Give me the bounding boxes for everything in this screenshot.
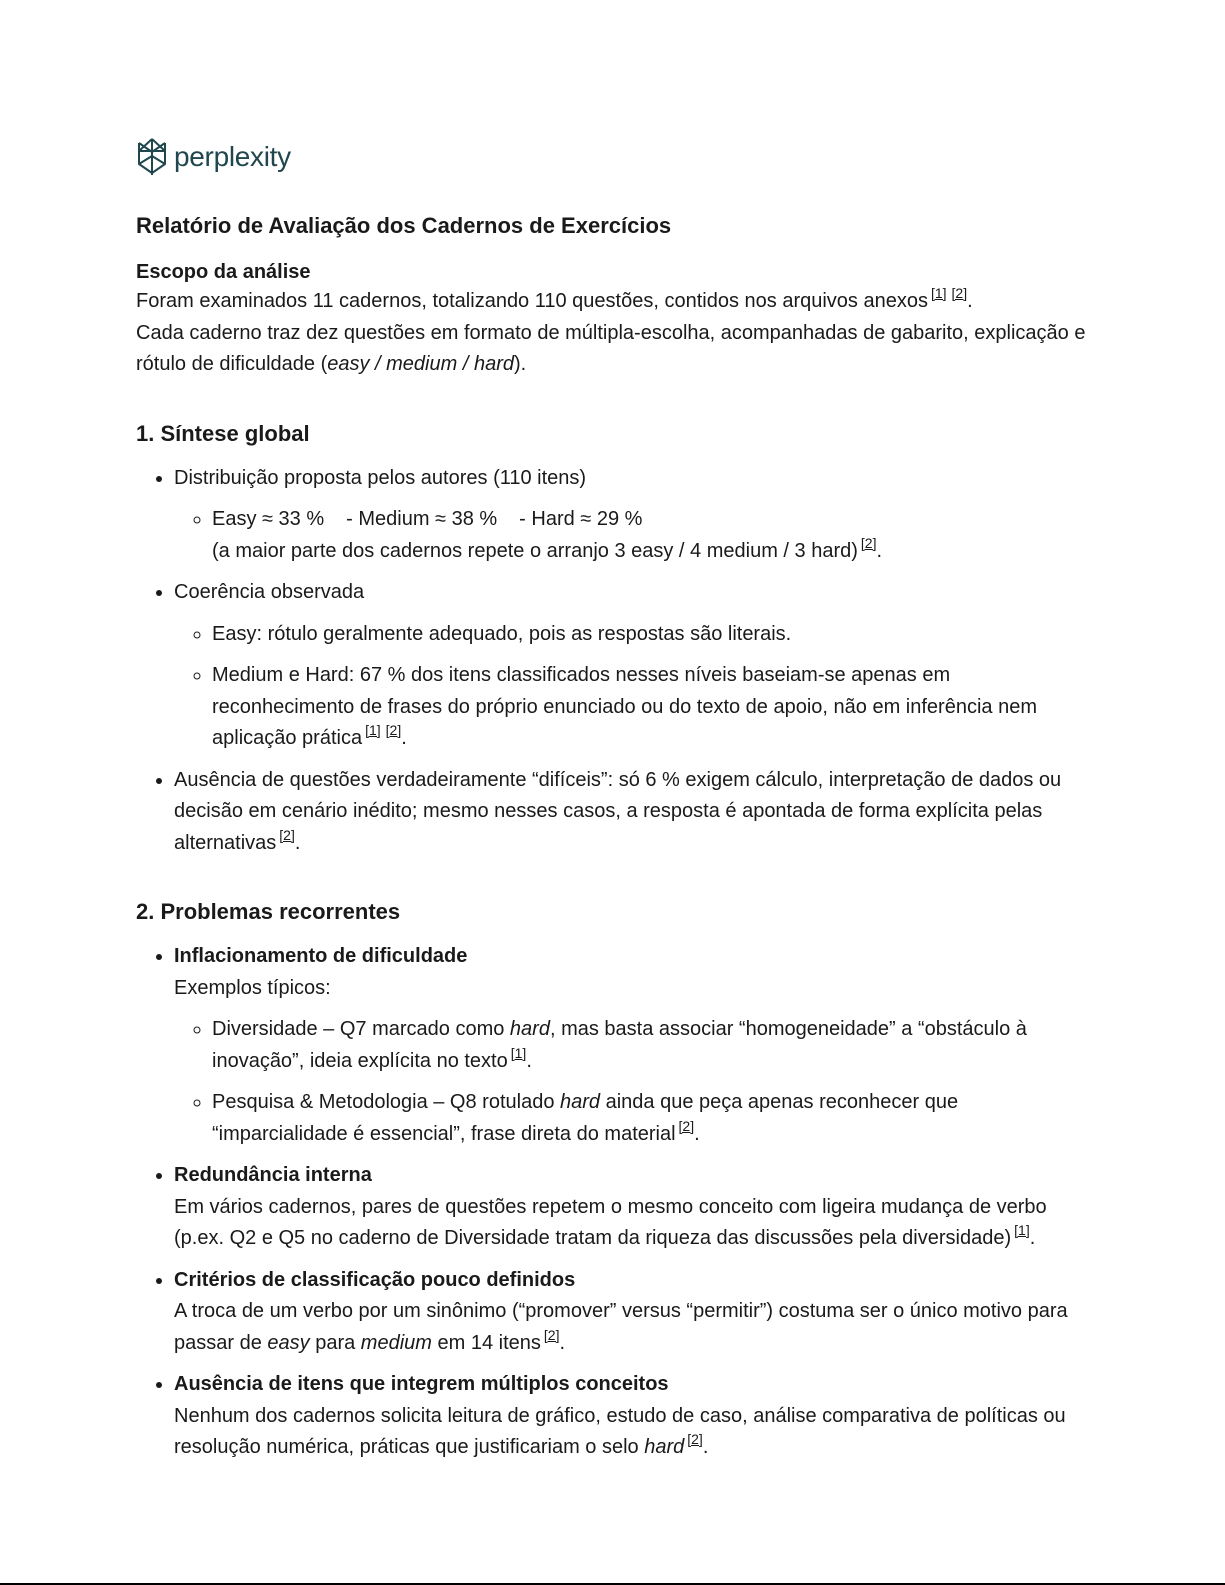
problem-text: Nenhum dos cadernos solicita leitura de gráfico, estudo de caso, análise comparativa de políticas ou resolução numérica, práticas que justificariam o selo	[174, 1404, 1066, 1458]
problem-text: para	[309, 1331, 361, 1354]
scope-text: Cada caderno traz dez questões em formato de múltipla-escolha, acompanhadas de gabarito, explicação e rótulo de dificuldade (	[136, 321, 1086, 375]
list-item	[174, 1160, 1096, 1255]
list-item	[174, 941, 1096, 1150]
perplexity-logo-icon	[136, 137, 168, 177]
citation-link[interactable]: [1]	[365, 722, 381, 738]
example-text: Diversidade – Q7 marcado como	[212, 1018, 510, 1040]
section-heading-synthesis: 1. Síntese global	[136, 420, 310, 446]
section-heading-problems: 2. Problemas recorrentes	[136, 899, 401, 924]
scope-text: Foram examinados 11 cadernos, totalizando 110 questões, contidos nos arquivos anexos	[136, 290, 928, 312]
difficulty-tag: easy	[267, 1331, 310, 1354]
scope-paragraph	[136, 286, 1096, 381]
list-item	[212, 660, 1096, 755]
problem-text: Em vários cadernos, pares de questões repetem o mesmo conceito com ligeira mudança de verbo (p.ex. Q2 e Q5 no caderno de Diversidade tratam da riqueza das discussões pela diversidade)	[174, 1195, 1047, 1249]
coherence-sublist	[174, 619, 1096, 755]
punctuation: .	[294, 831, 301, 854]
medium-share: - Medium ≈ 38 %	[346, 508, 498, 530]
problem-title: Redundância interna	[174, 1164, 372, 1186]
list-item	[212, 1087, 1096, 1150]
punctuation: .	[559, 1331, 566, 1354]
citation-link[interactable]: [1]	[930, 285, 947, 301]
problem-title: Critérios de classificação pouco definidos	[174, 1268, 576, 1291]
punctuation: .	[526, 1049, 532, 1072]
distribution-note: (a maior parte dos cadernos repete o arranjo 3 easy / 4 medium / 3 hard)	[212, 539, 858, 562]
punctuation: .	[694, 1122, 700, 1145]
list-item: ◦ Easy: rótulo geralmente adequado, pois as respostas são literais.	[212, 619, 1096, 651]
report-title: Relatório de Avaliação dos Cadernos de Exercícios	[136, 213, 672, 238]
difficulty-levels: easy / medium / hard	[327, 353, 514, 375]
absence-text: Ausência de questões verdadeiramente “difíceis”: só 6 % exigem cálculo, interpretação de dados ou decisão em cenário inédito; mesmo nesses casos, a resposta é apontada de forma explícita pelas alternativas	[174, 768, 1062, 854]
difficulty-tag: hard	[644, 1436, 685, 1458]
scope-heading: Escopo da análise	[136, 261, 311, 283]
list-item	[174, 463, 1096, 568]
example-text: ainda que peça apenas reconhecer que “imparcialidade é essencial”, frase direta do material	[212, 1091, 959, 1145]
punctuation: .	[876, 539, 883, 562]
citation-link[interactable]: [2]	[860, 534, 877, 551]
problem-title: Ausência de itens que integrem múltiplos conceitos	[174, 1373, 669, 1395]
brand-name: perplexity	[174, 141, 291, 172]
difficulty-tag: hard	[509, 1018, 550, 1040]
citation-link[interactable]: [2]	[678, 1117, 695, 1134]
distribution-sublist	[174, 504, 1096, 567]
problem-text: em 14 itens	[431, 1331, 541, 1354]
brand-logo	[136, 136, 1096, 178]
punctuation: ).	[513, 353, 527, 375]
citation-link[interactable]: [1]	[510, 1044, 527, 1061]
example-text: Pesquisa & Metodologia – Q8 rotulado	[212, 1091, 560, 1113]
difficulty-tag: hard	[560, 1091, 601, 1113]
examples-sublist	[174, 1014, 1096, 1150]
examples-intro: Exemplos típicos:	[174, 976, 331, 999]
citation-link[interactable]: [2]	[951, 285, 968, 301]
list-item	[174, 1265, 1096, 1360]
citation-link[interactable]: [1]	[1014, 1222, 1030, 1238]
hard-share: - Hard ≈ 29 %	[519, 508, 643, 530]
list-item	[174, 1369, 1096, 1464]
punctuation: .	[967, 290, 973, 312]
difficulty-tag: medium	[360, 1331, 432, 1354]
punctuation: .	[702, 1436, 709, 1458]
citation-link[interactable]: [2]	[687, 1431, 703, 1447]
list-item	[212, 504, 1096, 567]
problem-title: Inflacionamento de dificuldade	[174, 945, 468, 967]
citation-link[interactable]: [2]	[385, 722, 402, 738]
punctuation: .	[401, 727, 407, 749]
coherence-label: Coerência observada	[174, 581, 365, 603]
easy-share: Easy ≈ 33 %	[212, 508, 325, 530]
list-item	[212, 1014, 1096, 1077]
medhard-text: Medium e Hard: 67 % dos itens classificados nesses níveis baseiam-se apenas em reconhecimento de frases do próprio enunciado ou do texto de apoio, não em inferência nem aplicação prática	[212, 664, 1037, 749]
list-item	[174, 765, 1096, 860]
list-item	[174, 577, 1096, 755]
citation-link[interactable]: [2]	[543, 1326, 560, 1343]
synthesis-list	[136, 463, 1096, 860]
problems-list	[136, 941, 1096, 1464]
citation-link[interactable]: [2]	[279, 826, 295, 843]
punctuation: .	[1029, 1227, 1036, 1249]
distribution-label: Distribuição proposta pelos autores (110 itens)	[174, 466, 587, 489]
problem-text: A troca de um verbo por um sinônimo (“promover” versus “permitir”) costuma ser o único motivo para passar de	[174, 1300, 1068, 1354]
example-text: , mas basta associar “homogeneidade” a “obstáculo à inovação”, ideia explícita no texto	[212, 1018, 1027, 1072]
document-body	[136, 136, 1096, 1474]
